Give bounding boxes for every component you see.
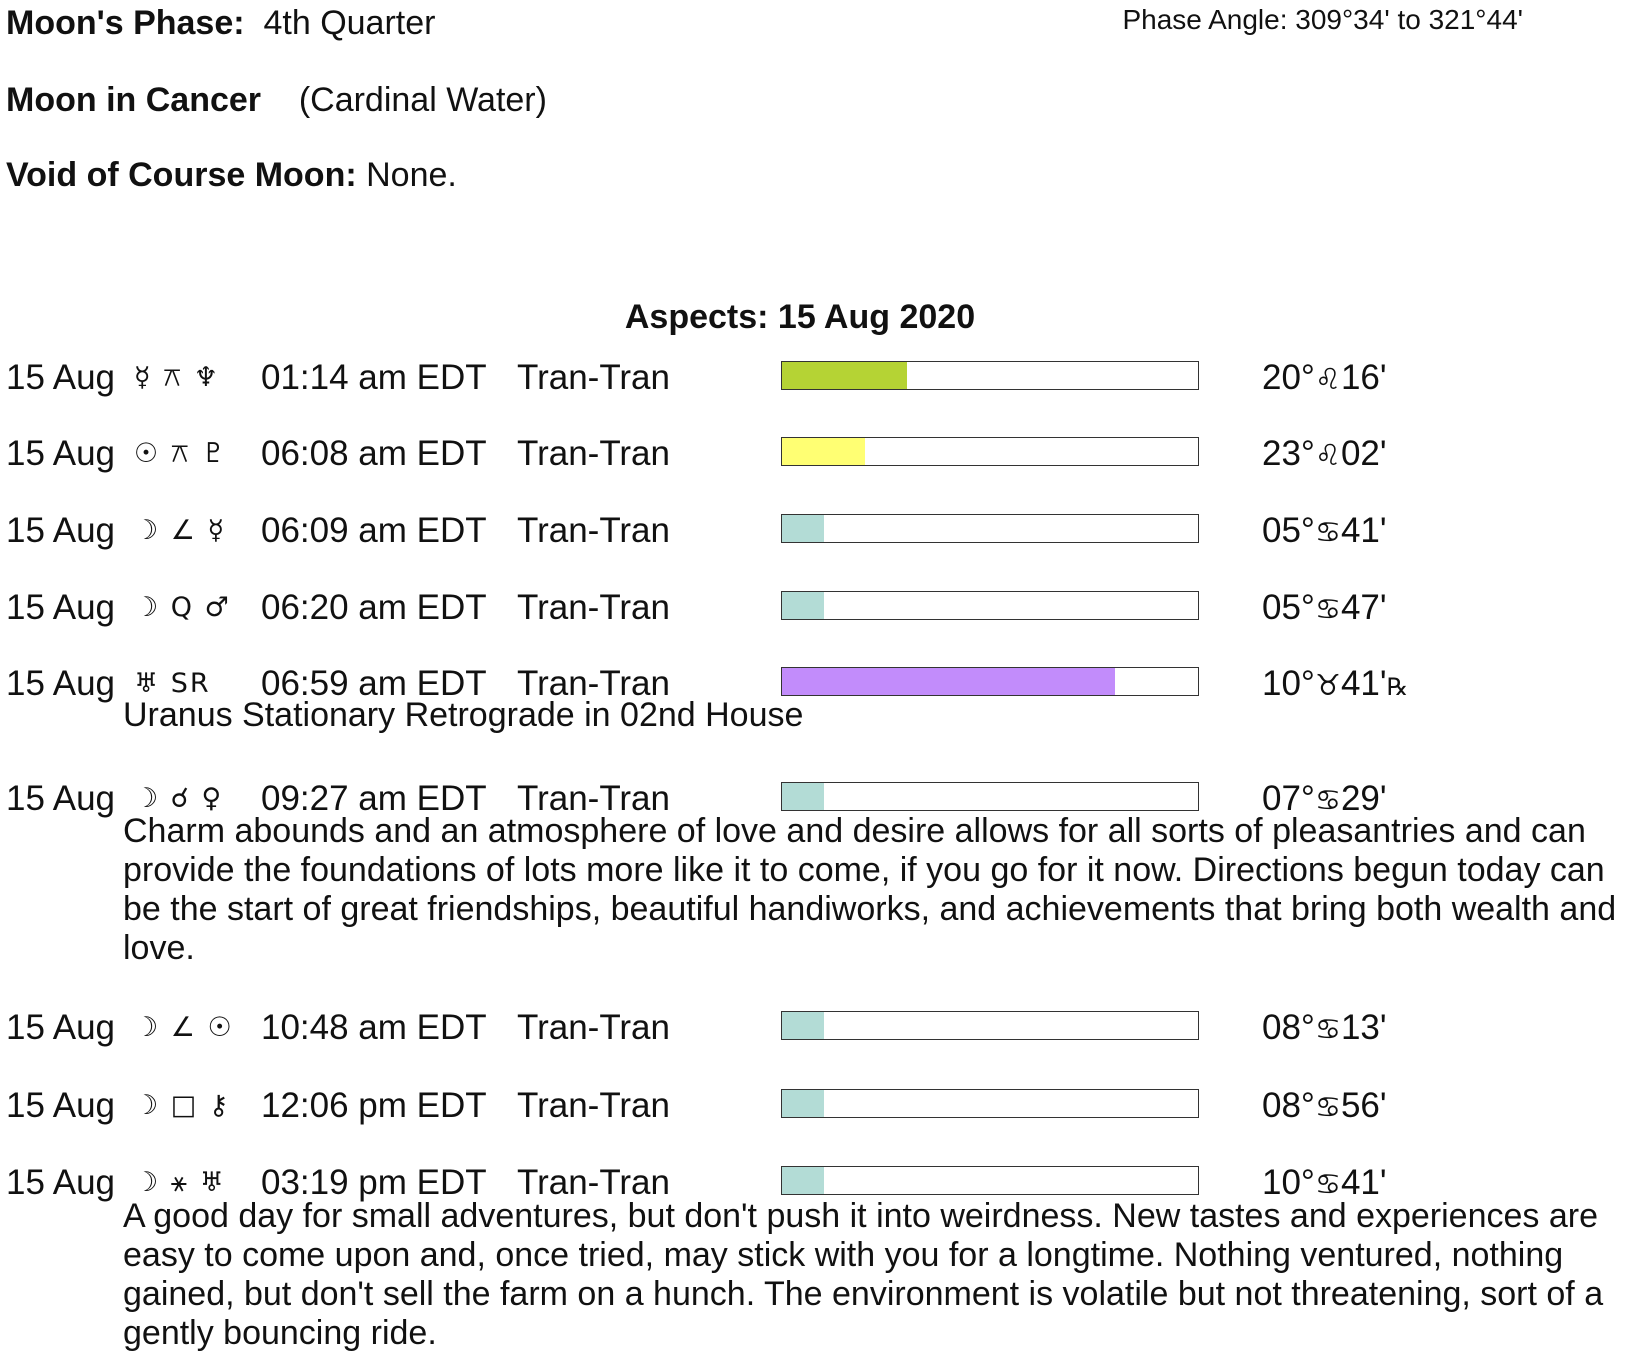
aspect-kind: Tran-Tran (517, 588, 670, 627)
aspect-strength-bar (781, 1011, 1199, 1040)
aspect-row (0, 1008, 1635, 1048)
aspect-strength-bar (781, 591, 1199, 620)
aspect-strength-fill (782, 668, 1115, 695)
moon-phase-line (6, 4, 435, 43)
aspect-time: 06:20 am EDT (261, 588, 487, 627)
zodiac-sign-icon: ♋ (1314, 592, 1341, 626)
voc-label: Void of Course Moon: (6, 156, 357, 194)
aspect-description: Uranus Stationary Retrograde in 02nd House (123, 696, 804, 734)
moon-sign-label: Moon in Cancer (6, 81, 262, 119)
aspect-kind: Tran-Tran (517, 1163, 670, 1202)
aspect-position (1262, 511, 1387, 551)
aspect-kind: Tran-Tran (517, 358, 670, 397)
aspect-kind: Tran-Tran (517, 779, 670, 818)
aspect-degree: 08° (1262, 1008, 1315, 1047)
aspect-date: 15 Aug (6, 664, 115, 703)
zodiac-sign-icon: ♋ (1314, 1012, 1341, 1046)
aspect-minutes: 13' (1340, 1008, 1387, 1047)
aspect-glyphs-icon: ☽ ∠ ☉ (134, 1012, 234, 1043)
aspect-row (0, 511, 1635, 551)
aspect-minutes: 47' (1340, 588, 1387, 627)
aspect-kind: Tran-Tran (517, 434, 670, 473)
aspect-degree: 10° (1262, 664, 1315, 703)
void-of-course-line (6, 156, 457, 195)
aspect-description: A good day for small adventures, but don't push it into weirdness. New tastes and experiences are easy to come upon and, once tried, may stick with you for a longtime. Nothing ventured, nothing gained, but don't sell the farm on a hunch. The environment is volatile but not threatening, sort of a gently bouncing ride. (123, 1197, 1604, 1352)
zodiac-sign-icon: ♋ (1314, 515, 1341, 549)
zodiac-sign-icon: ♉ (1314, 668, 1341, 702)
zodiac-sign-icon: ♌ (1314, 362, 1341, 396)
aspect-minutes: 16' (1340, 358, 1387, 397)
aspect-degree: 10° (1262, 1163, 1315, 1202)
aspect-time: 03:19 pm EDT (261, 1163, 487, 1202)
aspect-kind: Tran-Tran (517, 511, 670, 550)
aspect-degree: 20° (1262, 358, 1315, 397)
aspect-glyphs-icon: ☽ ☌ ♀ (134, 783, 224, 814)
aspect-date: 15 Aug (6, 511, 115, 550)
zodiac-sign-icon: ♋ (1314, 1167, 1341, 1201)
zodiac-sign-icon: ♋ (1314, 783, 1341, 817)
phase-angle: Phase Angle: 309°34' to 321°44' (1122, 4, 1523, 35)
aspect-glyphs-icon: ☽ □ ⚷ (134, 1090, 231, 1121)
aspect-time: 06:59 am EDT (261, 664, 487, 703)
retrograde-icon: ℞ (1386, 673, 1409, 701)
aspect-degree: 05° (1262, 511, 1315, 550)
aspect-row (0, 434, 1635, 474)
aspect-minutes: 41' (1340, 511, 1387, 550)
aspect-time: 10:48 am EDT (261, 1008, 487, 1047)
aspect-position (1262, 1008, 1387, 1048)
aspect-minutes: 41' (1340, 664, 1387, 703)
aspect-glyphs-icon: ♅ SR (134, 668, 211, 699)
aspect-minutes: 02' (1340, 434, 1387, 473)
aspect-date: 15 Aug (6, 1008, 115, 1047)
moon-sign-detail: (Cardinal Water) (298, 81, 547, 119)
aspect-glyphs-icon: ☉ ⚻ ♇ (134, 438, 228, 469)
aspect-row (0, 588, 1635, 628)
aspect-strength-bar (781, 437, 1199, 466)
aspect-position (1262, 588, 1387, 628)
aspect-position (1262, 1086, 1387, 1126)
aspect-position (1262, 358, 1387, 398)
aspect-date: 15 Aug (6, 1163, 115, 1202)
aspect-degree: 23° (1262, 434, 1315, 473)
aspect-strength-fill (782, 515, 824, 542)
zodiac-sign-icon: ♌ (1314, 438, 1341, 472)
aspect-strength-bar (781, 361, 1199, 390)
aspect-degree: 05° (1262, 588, 1315, 627)
aspect-degree: 07° (1262, 779, 1315, 818)
aspect-date: 15 Aug (6, 588, 115, 627)
aspect-strength-fill (782, 592, 824, 619)
moon-phase-label: Moon's Phase: (6, 4, 245, 42)
aspect-time: 12:06 pm EDT (261, 1086, 487, 1125)
aspect-date: 15 Aug (6, 434, 115, 473)
aspect-kind: Tran-Tran (517, 1008, 670, 1047)
aspect-strength-fill (782, 362, 907, 389)
aspect-time: 06:08 am EDT (261, 434, 487, 473)
aspect-glyphs-icon: ☽ ∠ ☿ (134, 515, 227, 546)
aspect-strength-bar (781, 782, 1199, 811)
aspect-strength-fill (782, 1012, 824, 1039)
aspect-strength-fill (782, 783, 824, 810)
aspect-strength-fill (782, 1167, 824, 1194)
aspect-strength-bar (781, 667, 1199, 696)
aspect-time: 06:09 am EDT (261, 511, 487, 550)
aspect-time: 01:14 am EDT (261, 358, 487, 397)
aspects-title: Aspects: 15 Aug 2020 (624, 298, 976, 336)
aspect-glyphs-icon: ☿ ⚻ ♆ (134, 362, 220, 393)
aspect-date: 15 Aug (6, 1086, 115, 1125)
voc-value: None. (366, 156, 457, 194)
aspect-date: 15 Aug (6, 358, 115, 397)
aspect-strength-fill (782, 438, 865, 465)
aspect-strength-bar (781, 1166, 1199, 1195)
aspect-minutes: 41' (1340, 1163, 1387, 1202)
aspect-glyphs-icon: ☽ Q ♂ (134, 592, 231, 623)
aspect-position (1262, 434, 1387, 474)
moon-sign-line (6, 81, 547, 120)
moon-phase-value: 4th Quarter (263, 4, 436, 42)
aspect-row (0, 1086, 1635, 1126)
aspect-description: Charm abounds and an atmosphere of love and desire allows for all sorts of pleasantries and can provide the foundations of lots more like it to come, if you go for it now. Directions begun today can be the start of great friendships, beautiful handiworks, and achievements that bring both wealth and love. (123, 812, 1617, 967)
aspect-kind: Tran-Tran (517, 664, 670, 703)
aspect-degree: 08° (1262, 1086, 1315, 1125)
aspect-date: 15 Aug (6, 779, 115, 818)
aspect-minutes: 56' (1340, 1086, 1387, 1125)
aspect-time: 09:27 am EDT (261, 779, 487, 818)
aspect-glyphs-icon: ☽ ⚹ ♅ (134, 1167, 226, 1198)
aspect-row (0, 358, 1635, 398)
aspect-strength-fill (782, 1090, 824, 1117)
zodiac-sign-icon: ♋ (1314, 1090, 1341, 1124)
aspect-kind: Tran-Tran (517, 1086, 670, 1125)
aspect-minutes: 29' (1340, 779, 1387, 818)
aspect-strength-bar (781, 514, 1199, 543)
aspect-strength-bar (781, 1089, 1199, 1118)
